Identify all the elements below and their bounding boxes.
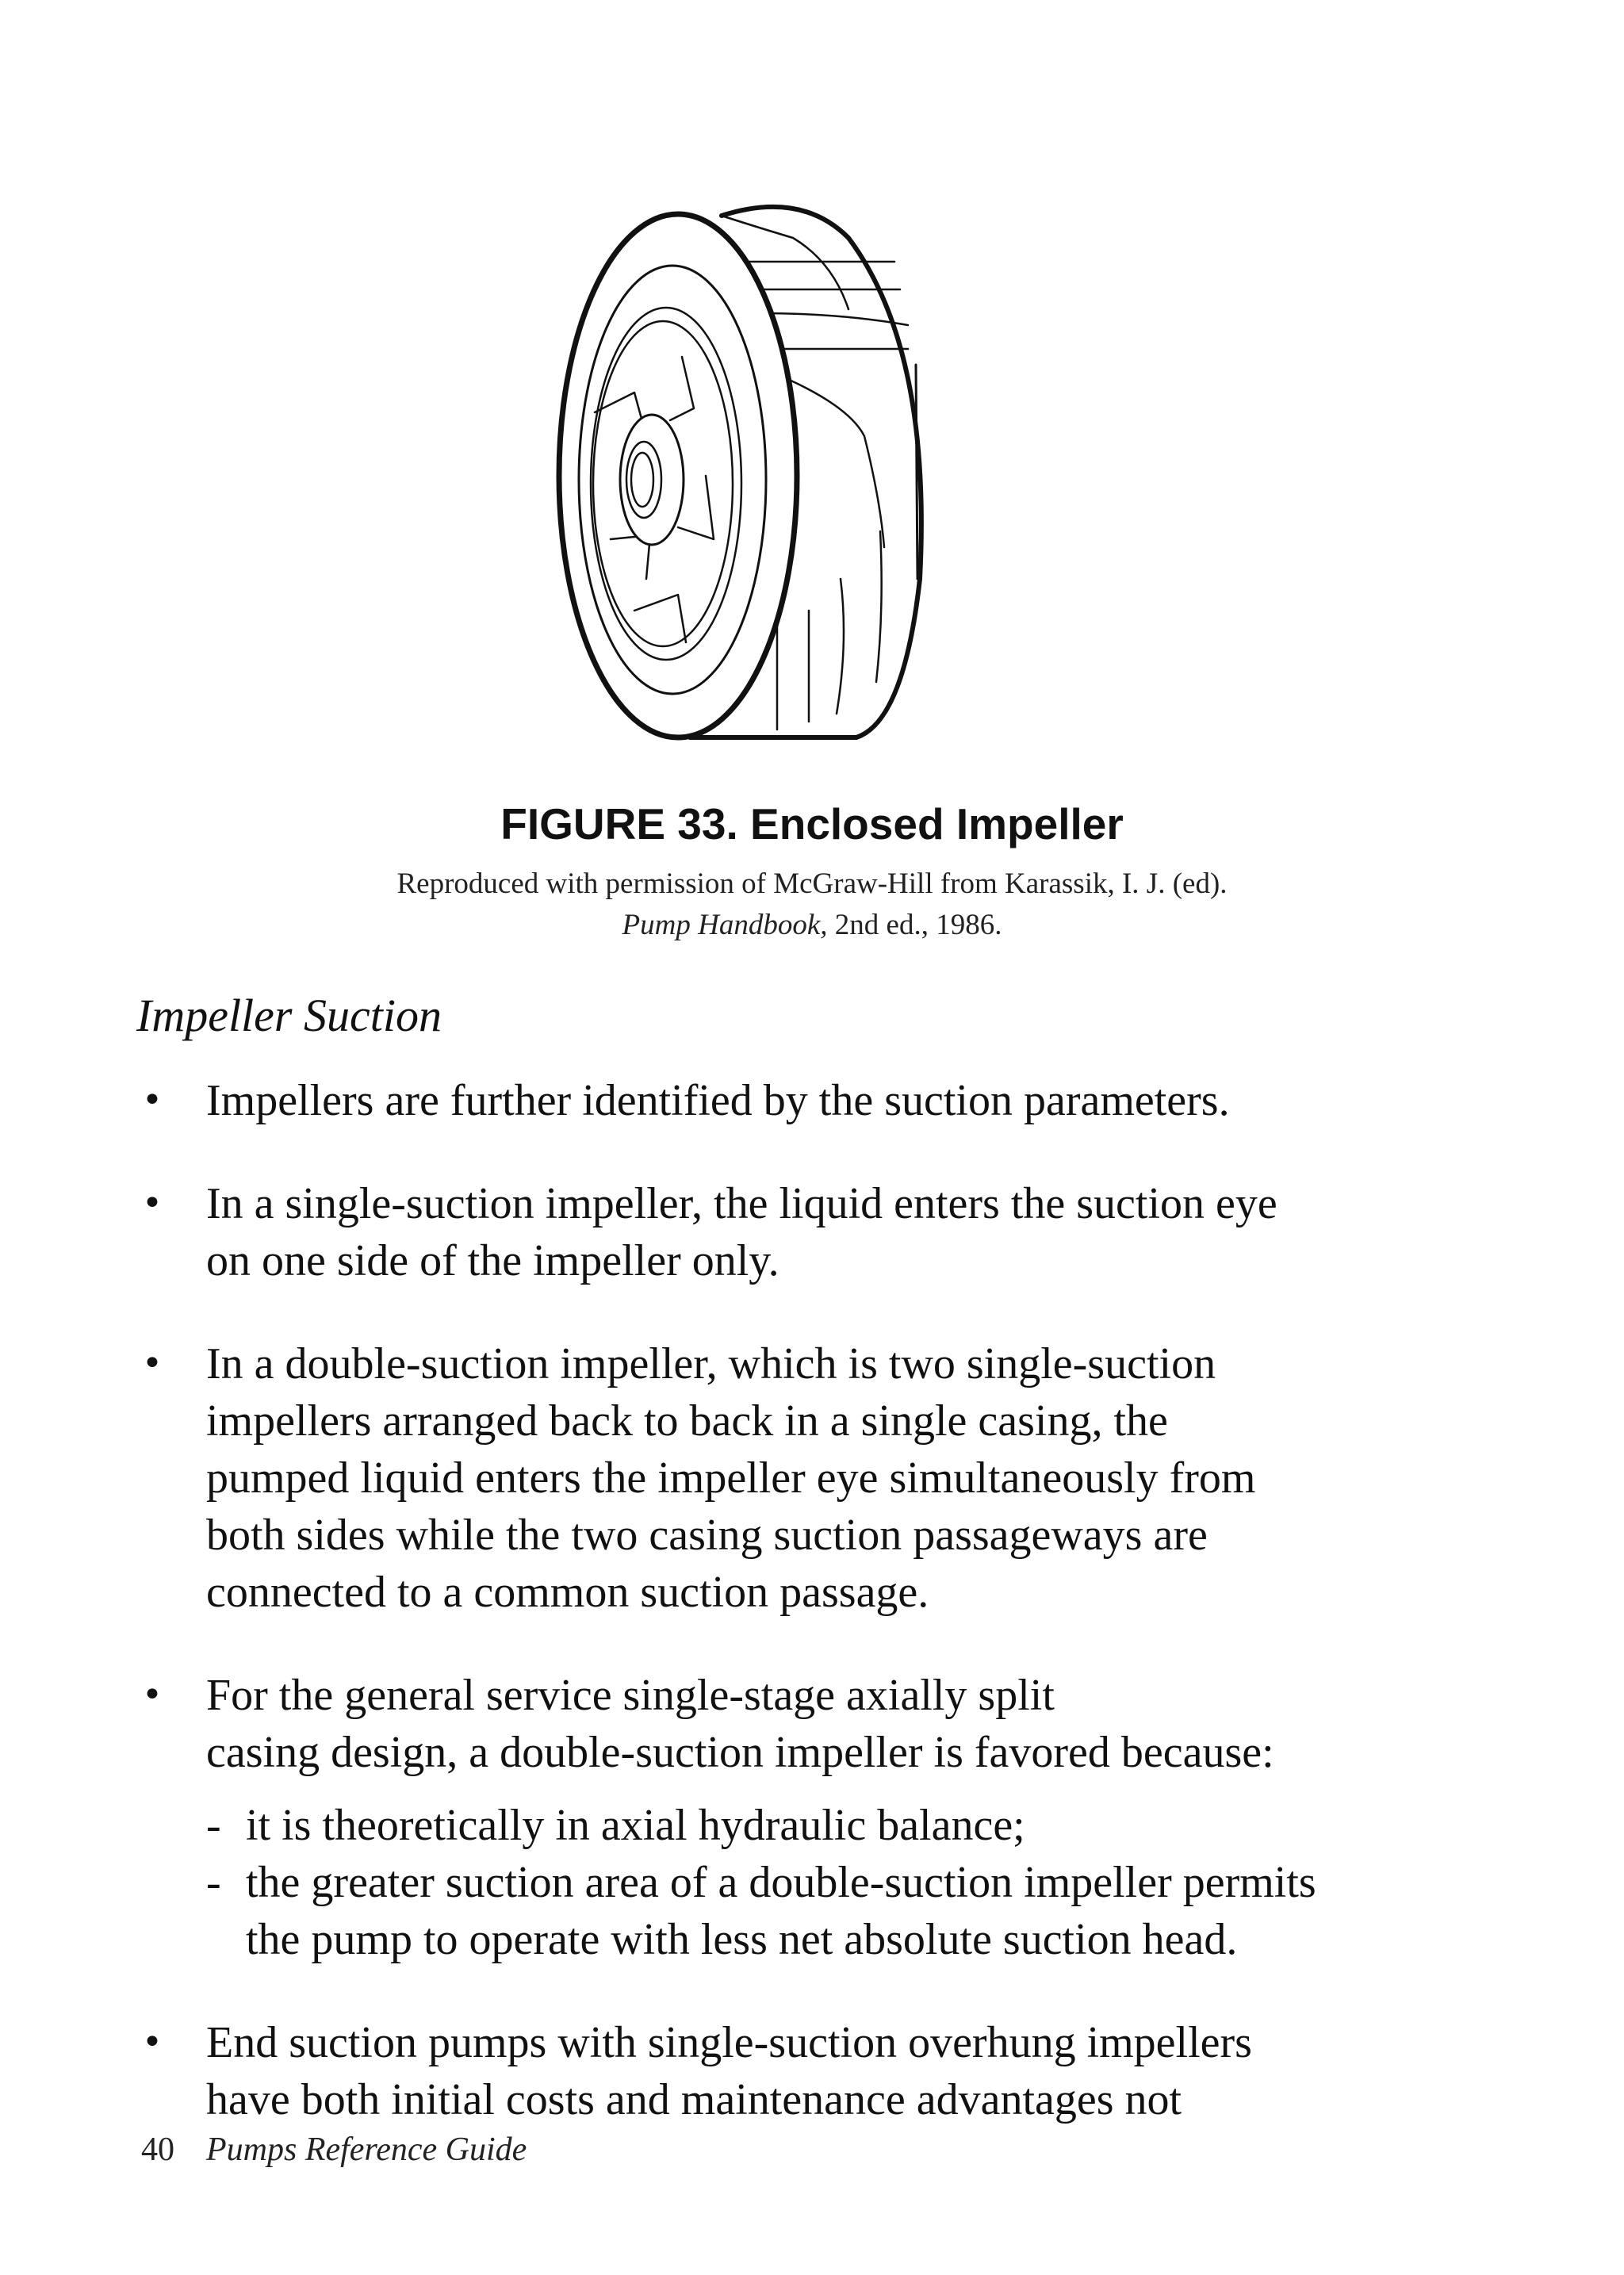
bullet-line: on one side of the impeller only. bbox=[206, 1236, 779, 1285]
bullet-dot-icon: • bbox=[142, 1183, 163, 1224]
bullet-line: impellers arranged back to back in a single casing, the bbox=[206, 1396, 1168, 1446]
sub-list-line: the greater suction area of a double-suction impeller permits bbox=[246, 1858, 1316, 1907]
bullet-dot-icon: • bbox=[142, 1343, 163, 1384]
bullet-line: casing design, a double-suction impeller is favored because: bbox=[206, 1728, 1274, 1777]
credit-book-title: Pump Handbook, bbox=[622, 909, 828, 941]
dash-marker: - bbox=[206, 1801, 221, 1850]
bullet-line: In a single-suction impeller, the liquid enters the suction eye bbox=[206, 1179, 1277, 1228]
sub-list-item bbox=[206, 1854, 1484, 1968]
bullet-line: connected to a common suction passage. bbox=[206, 1568, 929, 1617]
sub-list-line: it is theoretically in axial hydraulic balance; bbox=[246, 1801, 1025, 1850]
bullet-item bbox=[136, 1072, 1484, 1129]
sub-list-item bbox=[206, 1797, 1484, 1854]
bullet-item bbox=[136, 1335, 1484, 1621]
figure-credit-line-1: Reproduced with permission of McGraw-Hill from Karassik, I. J. (ed). bbox=[396, 867, 1228, 900]
credit-edition: 2nd ed., 1986. bbox=[827, 909, 1002, 941]
enclosed-impeller-illustration bbox=[476, 167, 999, 793]
bullet-line: Impellers are further identified by the suction parameters. bbox=[206, 1076, 1230, 1125]
sub-list-line: the pump to operate with less net absolute suction head. bbox=[246, 1915, 1238, 1964]
guide-title: Pumps Reference Guide bbox=[206, 2131, 527, 2168]
bullet-item bbox=[136, 1175, 1484, 1289]
bullet-line: For the general service single-stage axially split bbox=[206, 1671, 1055, 1720]
bullet-dot-icon: • bbox=[142, 2022, 163, 2062]
bullet-item bbox=[136, 2014, 1484, 2128]
bullet-line: both sides while the two casing suction passageways are bbox=[206, 1511, 1208, 1560]
bullet-list bbox=[136, 1072, 1484, 2174]
section-heading: Impeller Suction bbox=[136, 990, 442, 1041]
bullet-line: pumped liquid enters the impeller eye simultaneously from bbox=[206, 1453, 1256, 1503]
bullet-dot-icon: • bbox=[142, 1675, 163, 1715]
dash-marker: - bbox=[206, 1858, 221, 1907]
bullet-line: End suction pumps with single-suction overhung impellers bbox=[206, 2018, 1252, 2067]
sub-list bbox=[206, 1797, 1484, 1968]
bullet-line: have both initial costs and maintenance advantages not bbox=[206, 2075, 1182, 2124]
bullet-line: In a double-suction impeller, which is two single-suction bbox=[206, 1339, 1216, 1388]
page-footer bbox=[141, 2133, 527, 2166]
figure-credit-line-2 bbox=[0, 910, 1624, 940]
bullet-item bbox=[136, 1667, 1484, 1968]
enclosed-impeller-figure bbox=[476, 167, 999, 793]
bullet-dot-icon: • bbox=[142, 1080, 163, 1120]
page-number: 40 bbox=[141, 2131, 174, 2168]
figure-title: FIGURE 33. Enclosed Impeller bbox=[500, 799, 1124, 848]
